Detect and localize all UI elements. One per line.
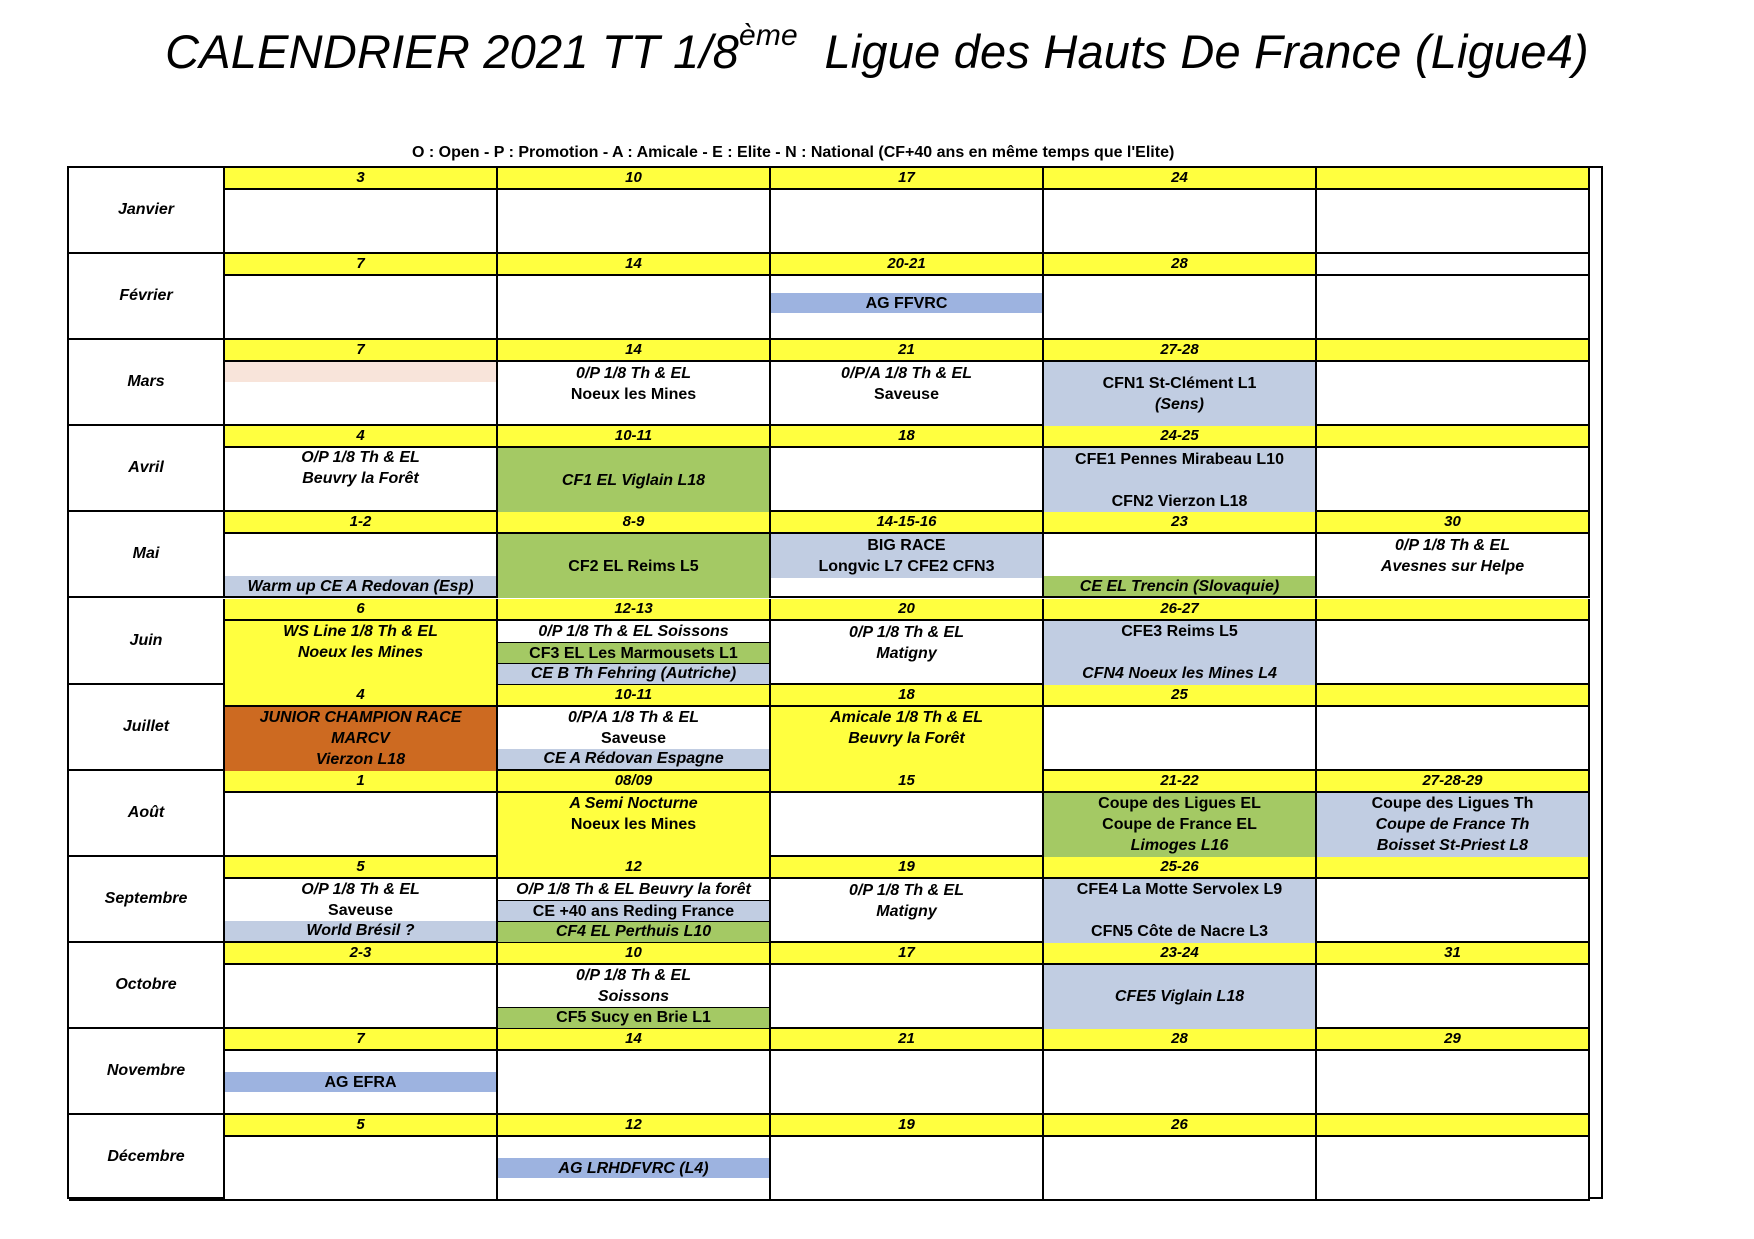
event-text [1177, 900, 1181, 921]
event-text: CF5 Sucy en Brie L1 [556, 1009, 711, 1027]
event-cell [1044, 707, 1317, 771]
date-cell: 10-11 [498, 685, 771, 707]
event-text: Matigny [876, 644, 937, 662]
event-cell [1317, 448, 1590, 512]
event-cell [498, 621, 771, 685]
date-cell: 1-2 [225, 512, 498, 534]
calendar-grid [67, 166, 1603, 1199]
event-cell [498, 362, 771, 426]
date-cell: 28 [1044, 1029, 1317, 1051]
event-text: CFN2 Vierzon L18 [1111, 492, 1248, 510]
date-cell: 18 [771, 685, 1044, 707]
month-label: Octobre [69, 943, 225, 1029]
date-cell: 23-24 [1044, 943, 1317, 965]
event-text: O/P 1/8 Th & EL [301, 880, 420, 898]
event-cell [1044, 621, 1317, 685]
month-label: Février [69, 254, 225, 340]
event-block [225, 448, 496, 488]
event-cell [498, 793, 771, 857]
event-cell [498, 965, 771, 1029]
event-cell [1317, 276, 1590, 340]
event-cell [771, 793, 1044, 857]
date-cell [1317, 340, 1590, 362]
event-text: CE B Th Fehring (Autriche) [530, 665, 737, 682]
date-cell [1317, 685, 1590, 707]
event-text: Beuvry la Forêt [302, 470, 419, 488]
date-cell: 21 [771, 340, 1044, 362]
event-cell [498, 879, 771, 943]
date-cell: 6 [225, 599, 498, 621]
event-cell [498, 190, 771, 254]
event-block [498, 707, 769, 749]
date-cell: 14 [498, 254, 771, 276]
month-row [69, 1029, 1601, 1115]
event-text: Coupe des Ligues EL [1098, 795, 1261, 813]
event-cell [1044, 534, 1317, 598]
event-cell [1317, 707, 1590, 771]
event-block [498, 534, 769, 598]
event-text: CF1 EL Viglain L18 [561, 471, 706, 489]
title-main: CALENDRIER 2021 TT 1/8 [165, 25, 739, 78]
date-cell: 25-26 [1044, 857, 1317, 879]
date-cell: 30 [1317, 512, 1590, 534]
date-cell: 5 [225, 857, 498, 879]
date-cell: 7 [225, 340, 498, 362]
event-cell [1317, 1051, 1590, 1115]
date-cell: 10 [498, 168, 771, 190]
event-text: 0/P/A 1/8 Th & EL [841, 365, 972, 383]
month-label: Août [69, 771, 225, 857]
month-label: Mars [69, 340, 225, 426]
event-text: World Brésil ? [306, 922, 415, 940]
event-text: Saveuse [601, 729, 666, 747]
event-text: CE A Rédovan Espagne [543, 750, 724, 768]
date-cell: 17 [771, 168, 1044, 190]
event-cell [1044, 448, 1317, 512]
event-block [1044, 793, 1315, 857]
event-text: CE EL Trencin (Slovaquie) [1079, 577, 1280, 595]
month-row [69, 685, 1601, 771]
event-block [498, 921, 769, 942]
event-cell [1317, 965, 1590, 1029]
event-text: 0/P 1/8 Th & EL [576, 365, 691, 383]
page-title [0, 19, 1754, 79]
event-block [1044, 879, 1315, 943]
date-cell: 26 [1044, 1115, 1317, 1137]
event-block [1317, 793, 1588, 857]
month-label: Avril [69, 426, 225, 512]
date-cell: 17 [771, 943, 1044, 965]
event-block [498, 663, 769, 684]
event-cell [771, 707, 1044, 771]
date-cell: 5 [225, 1115, 498, 1137]
event-cell [771, 534, 1044, 598]
event-cell [1044, 276, 1317, 340]
event-block [225, 576, 496, 596]
event-block [225, 921, 496, 941]
date-cell: 7 [225, 254, 498, 276]
event-block [771, 362, 1042, 406]
event-block [498, 793, 769, 857]
event-cell [1317, 621, 1590, 685]
event-text: 0/P 1/8 Th & EL [1395, 537, 1510, 555]
event-text: 0/P 1/8 Th & EL [849, 623, 964, 641]
event-cell [1317, 190, 1590, 254]
event-cell [225, 1051, 498, 1115]
month-label: Décembre [69, 1115, 225, 1201]
event-text [1177, 470, 1181, 491]
event-cell [225, 276, 498, 340]
date-cell: 10 [498, 943, 771, 965]
month-label: Juin [69, 599, 225, 685]
date-cell: 18 [771, 426, 1044, 448]
event-block [225, 879, 496, 921]
date-cell [1317, 426, 1590, 448]
date-cell: 26-27 [1044, 599, 1317, 621]
event-text: Saveuse [328, 901, 393, 919]
month-label: Juillet [69, 685, 225, 771]
event-cell [498, 448, 771, 512]
date-cell: 12-13 [498, 599, 771, 621]
event-cell [771, 362, 1044, 426]
date-cell: 10-11 [498, 426, 771, 448]
event-text: Soissons [597, 987, 670, 1005]
date-cell: 21-22 [1044, 771, 1317, 793]
event-cell [498, 534, 771, 598]
event-text: 0/P 1/8 Th & EL [849, 881, 964, 899]
event-text: Boisset St-Priest L8 [1376, 837, 1529, 855]
date-cell: 27-28 [1044, 340, 1317, 362]
event-cell [1317, 793, 1590, 857]
event-text: Noeux les Mines [570, 815, 697, 833]
event-cell [1044, 362, 1317, 426]
event-text: Coupe des Ligues Th [1371, 795, 1534, 813]
event-cell [225, 190, 498, 254]
event-text: AG FFVRC [865, 294, 948, 312]
event-cell [771, 621, 1044, 685]
event-block [498, 1007, 769, 1028]
event-text: Warm up CE A Redovan (Esp) [247, 577, 474, 595]
event-cell [1317, 879, 1590, 943]
event-block [498, 1158, 769, 1178]
event-block [1044, 362, 1315, 426]
event-cell [498, 707, 771, 771]
date-cell: 1 [225, 771, 498, 793]
event-text: CF2 EL Reims L5 [568, 557, 699, 575]
event-text: O/P 1/8 Th & EL Beuvry la forêt [516, 880, 751, 898]
month-row [69, 1115, 1601, 1201]
event-block [1044, 448, 1315, 512]
event-cell [1317, 534, 1590, 598]
date-cell: 7 [225, 1029, 498, 1051]
month-row [69, 168, 1601, 254]
event-text: Saveuse [874, 386, 939, 404]
event-text [358, 362, 362, 383]
date-cell: 20-21 [771, 254, 1044, 276]
event-text: AG LRHDFVRC (L4) [558, 1159, 709, 1177]
event-text: CF4 EL Perthuis L10 [555, 923, 712, 941]
date-cell: 4 [225, 426, 498, 448]
event-cell [771, 965, 1044, 1029]
date-cell [1317, 254, 1590, 276]
date-cell: 14 [498, 1029, 771, 1051]
event-block [498, 749, 769, 769]
month-row [69, 599, 1601, 685]
date-cell [1317, 1115, 1590, 1137]
date-cell: 08/09 [498, 771, 771, 793]
date-cell: 24-25 [1044, 426, 1317, 448]
event-text: Noeux les Mines [570, 386, 697, 404]
event-text: CFE5 Viglain L18 [1114, 988, 1245, 1006]
date-cell: 3 [225, 168, 498, 190]
date-cell: 19 [771, 857, 1044, 879]
event-block [1044, 965, 1315, 1029]
event-block [498, 362, 769, 406]
month-row [69, 512, 1601, 598]
event-text: Limoges L16 [1130, 837, 1229, 855]
event-block [225, 1072, 496, 1092]
event-block [498, 965, 769, 1007]
event-cell [498, 1137, 771, 1201]
event-block [498, 900, 769, 922]
event-block [1317, 534, 1588, 578]
event-text: A Semi Nocturne [569, 794, 698, 812]
event-cell [225, 362, 498, 426]
date-cell [1317, 599, 1590, 621]
event-cell [1044, 1137, 1317, 1201]
date-cell: 14 [498, 340, 771, 362]
date-cell: 12 [498, 857, 771, 879]
event-cell [1317, 1137, 1590, 1201]
event-text [1177, 642, 1181, 663]
event-cell [1044, 190, 1317, 254]
event-cell [771, 1051, 1044, 1115]
event-block [771, 621, 1042, 665]
event-text: CE +40 ans Reding France [532, 902, 735, 920]
event-text: CFE4 La Motte Servolex L9 [1076, 881, 1283, 899]
event-block [771, 879, 1042, 923]
event-block [225, 707, 496, 771]
month-row [69, 857, 1601, 943]
date-cell: 23 [1044, 512, 1317, 534]
event-cell [1044, 965, 1317, 1029]
event-text: CF3 EL Les Marmousets L1 [529, 644, 738, 662]
event-cell [771, 879, 1044, 943]
month-row [69, 426, 1601, 512]
date-cell: 31 [1317, 943, 1590, 965]
date-cell: 12 [498, 1115, 771, 1137]
event-text: Coupe de France Th [1375, 816, 1530, 834]
event-text: BIG RACE [867, 537, 946, 555]
event-text: 0/P 1/8 Th & EL [576, 966, 691, 984]
event-text: AG EFRA [324, 1073, 397, 1091]
month-row [69, 771, 1601, 857]
event-cell [771, 276, 1044, 340]
event-cell [225, 879, 498, 943]
month-label: Novembre [69, 1029, 225, 1115]
date-cell: 8-9 [498, 512, 771, 534]
event-text: 0/P/A 1/8 Th & EL [568, 708, 699, 726]
event-text: WS Line 1/8 Th & EL [283, 622, 438, 640]
event-cell [771, 190, 1044, 254]
month-row [69, 254, 1601, 340]
date-cell: 20 [771, 599, 1044, 621]
event-text: Avesnes sur Helpe [1380, 558, 1525, 576]
event-text: JUNIOR CHAMPION RACE [259, 709, 462, 727]
event-block [498, 879, 769, 900]
date-cell: 21 [771, 1029, 1044, 1051]
event-block [771, 534, 1042, 578]
date-cell [1317, 168, 1590, 190]
date-cell: 2-3 [225, 943, 498, 965]
event-block [498, 642, 769, 664]
title-rest: Ligue des Hauts De France (Ligue4) [824, 25, 1589, 78]
event-text: CFN1 St-Clément L1 [1102, 375, 1257, 393]
date-cell: 15 [771, 771, 1044, 793]
event-text: Coupe de France EL [1102, 816, 1257, 834]
event-cell [225, 448, 498, 512]
event-cell [1044, 1051, 1317, 1115]
date-cell: 29 [1317, 1029, 1590, 1051]
event-text: Longvic L7 CFE2 CFN3 [818, 558, 995, 576]
event-cell [225, 621, 498, 685]
event-text: Vierzon L18 [315, 751, 406, 769]
date-cell: 27-28-29 [1317, 771, 1590, 793]
event-text: CFE3 Reims L5 [1121, 623, 1238, 640]
date-cell [1317, 857, 1590, 879]
event-cell [498, 276, 771, 340]
event-text: CFN5 Côte de Nacre L3 [1091, 923, 1268, 941]
event-cell [225, 1137, 498, 1201]
event-block [1044, 621, 1315, 685]
date-cell: 24 [1044, 168, 1317, 190]
legend-text: O : Open - P : Promotion - A : Amicale - E : Elite - N : National (CF+40 ans en même temps que l'Elite) [412, 144, 1175, 161]
event-cell [771, 1137, 1044, 1201]
event-text: CFN4 Noeux les Mines L4 [1082, 665, 1277, 682]
event-text: (Sens) [1155, 396, 1204, 414]
event-block [1044, 576, 1315, 596]
month-row [69, 340, 1601, 426]
date-cell: 19 [771, 1115, 1044, 1137]
event-text: O/P 1/8 Th & EL [301, 449, 420, 467]
date-cell: 28 [1044, 254, 1317, 276]
event-text: MARCV [331, 730, 390, 748]
date-cell: 14-15-16 [771, 512, 1044, 534]
event-block [771, 707, 1042, 771]
event-cell [225, 534, 498, 598]
month-label: Septembre [69, 857, 225, 943]
event-cell [498, 1051, 771, 1115]
date-cell: 4 [225, 685, 498, 707]
event-cell [225, 965, 498, 1029]
event-text: Amicale 1/8 Th & EL [830, 708, 983, 726]
event-cell [225, 793, 498, 857]
event-block [225, 362, 496, 382]
event-text: Beuvry la Forêt [848, 729, 965, 747]
title-superscript: ème [738, 19, 798, 53]
month-label: Mai [69, 512, 225, 598]
event-block [771, 293, 1042, 313]
event-block [498, 621, 769, 642]
event-cell [1317, 362, 1590, 426]
event-text: CFE1 Pennes Mirabeau L10 [1075, 450, 1284, 468]
event-text: Noeux les Mines [297, 643, 424, 661]
month-row [69, 943, 1601, 1029]
event-text: Matigny [876, 902, 937, 920]
event-cell [771, 448, 1044, 512]
event-cell [1044, 879, 1317, 943]
date-cell: 25 [1044, 685, 1317, 707]
event-cell [225, 707, 498, 771]
event-cell [1044, 793, 1317, 857]
event-text: 0/P 1/8 Th & EL Soissons [538, 622, 729, 640]
month-label: Janvier [69, 168, 225, 254]
event-block [498, 448, 769, 512]
event-block [225, 621, 496, 685]
